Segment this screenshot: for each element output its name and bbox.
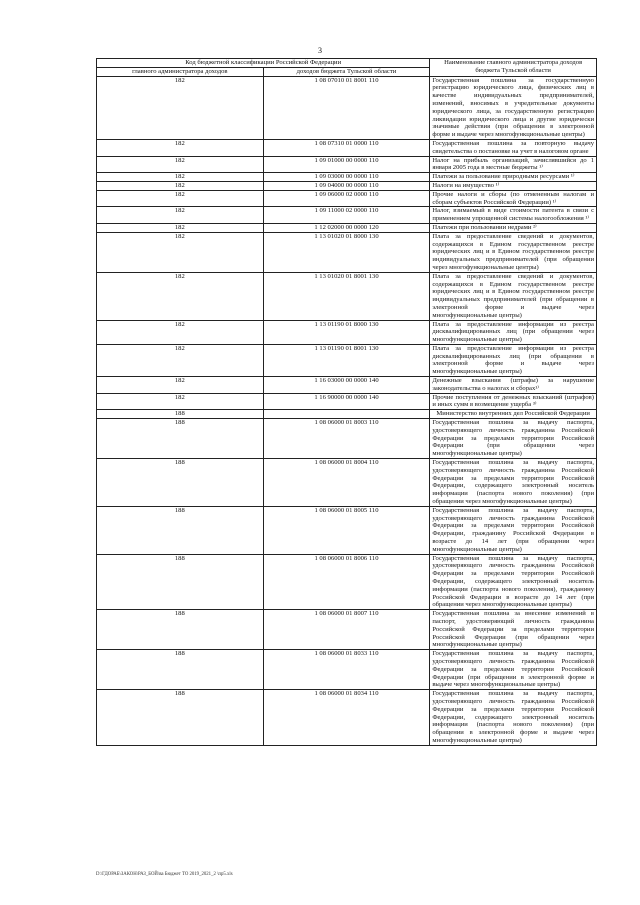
income-code-cell: 1 09 01000 00 0000 110 bbox=[263, 156, 430, 173]
admin-code-cell: 182 bbox=[97, 190, 264, 207]
income-name-cell: Платежи за пользование природными ресурсами ¹⁾ bbox=[430, 173, 597, 182]
income-code-cell: 1 08 06000 01 8033 110 bbox=[263, 650, 430, 690]
income-name-cell: Налог на прибыль организаций, зачислявшийся до 1 января 2005 года в местные бюджеты ¹⁾ bbox=[430, 156, 597, 173]
table-row bbox=[97, 554, 597, 610]
admin-code-cell: 188 bbox=[97, 410, 264, 419]
admin-code-cell: 182 bbox=[97, 344, 264, 376]
income-name-cell: Государственная пошлина за внесение изменений в паспорт, удостоверяющий личность гражданина Российской Федерации за пределами территории Российской Федерации (при обращении через многофункциональные центры) bbox=[430, 610, 597, 650]
table-row bbox=[97, 232, 597, 272]
income-name-cell: Прочие налоги и сборы (по отмененным налогам и сборам субъектов Российской Федерации) ¹⁾ bbox=[430, 190, 597, 207]
header-row-1 bbox=[97, 59, 597, 68]
income-code-cell: 1 13 01190 01 8000 130 bbox=[263, 320, 430, 344]
income-name-cell: Государственная пошлина за государственную регистрацию юридического лица, физических лиц в качестве индивидуальных предпринимателей, изменений, вносимых в учредительные документы юридического лица, за государственную регистрацию ликвидации юридического лица и другие юридически значимые действия (при обращении в электронной форме и выдаче через многофункциональные центры) bbox=[430, 76, 597, 139]
table-row bbox=[97, 377, 597, 394]
income-code-cell: 1 08 06000 01 8006 110 bbox=[263, 554, 430, 610]
income-code-cell: 1 13 01190 01 8001 130 bbox=[263, 344, 430, 376]
table-row bbox=[97, 393, 597, 410]
income-code-cell: 1 08 07010 01 8001 110 bbox=[263, 76, 430, 139]
income-name-cell: Денежные взыскания (штрафы) за нарушение законодательства о налогах и сборах¹⁾ bbox=[430, 377, 597, 394]
income-name-cell: Плата за предоставление сведений и документов, содержащихся в Едином государственном реестре юридических лиц и в Едином государственном реестре индивидуальных предпринимателей (при обращении через многофункциональные центры) bbox=[430, 232, 597, 272]
table-row bbox=[97, 459, 597, 507]
table-row bbox=[97, 173, 597, 182]
admin-code-cell: 188 bbox=[97, 554, 264, 610]
income-name-cell: Государственная пошлина за выдачу паспорта, удостоверяющего личность гражданина Российской Федерации за пределами территории Российской Федерации, содержащего электронный носитель информации (паспорта нового поколения) (при обращении через многофункциональные центры) bbox=[430, 459, 597, 507]
income-code-cell: 1 13 01020 01 8000 130 bbox=[263, 232, 430, 272]
income-name-cell: Плата за предоставление сведений и документов, содержащихся в Едином государственном реестре юридических лиц и в Едином государственном реестре индивидуальных предпринимателей (при обращении в электронной форме и выдаче через многофункциональные центры) bbox=[430, 272, 597, 320]
table-row bbox=[97, 190, 597, 207]
income-code-cell: 1 08 06000 01 8034 110 bbox=[263, 690, 430, 746]
admin-column-header: главного администратора доходов bbox=[97, 67, 264, 76]
admin-code-cell: 182 bbox=[97, 139, 264, 156]
income-name-cell: Платежи при пользовании недрами ²⁾ bbox=[430, 223, 597, 232]
income-name-cell: Налоги на имущество ¹⁾ bbox=[430, 181, 597, 190]
income-code-cell: 1 09 03000 00 0000 110 bbox=[263, 173, 430, 182]
table-row bbox=[97, 610, 597, 650]
admin-code-cell: 182 bbox=[97, 377, 264, 394]
table-row bbox=[97, 650, 597, 690]
income-code-cell: 1 09 06000 02 0000 110 bbox=[263, 190, 430, 207]
income-name-cell: Налог, взимаемый в виде стоимости патента в связи с применением упрощенной системы налогообложения ¹⁾ bbox=[430, 207, 597, 224]
income-administrators-table bbox=[96, 58, 597, 746]
admin-code-cell: 182 bbox=[97, 173, 264, 182]
file-path-footer: D:\ГДОРАБ\ЗАКОН\РАЗ_БОЙ\ва Бюджет ТО 2019_2021_2 \пр5.xls bbox=[96, 872, 233, 877]
income-code-cell: 1 13 01020 01 8001 130 bbox=[263, 272, 430, 320]
table-row bbox=[97, 76, 597, 139]
admin-code-cell: 188 bbox=[97, 506, 264, 554]
income-name-cell: Государственная пошлина за выдачу паспорта, удостоверяющего личность гражданина Российской Федерации за пределами территории Российской Федерации, содержащего электронный носитель информации (паспорта нового поколения), гражданину Российской Федерации в возрасте до 14 лет (при обращении через многофункциональные центры) bbox=[430, 554, 597, 610]
income-name-cell: Государственная пошлина за выдачу паспорта, удостоверяющего личность гражданина Российской Федерации за пределами территории Российской Федерации (при обращении через многофункциональные центры) bbox=[430, 419, 597, 459]
table-row bbox=[97, 690, 597, 746]
income-code-cell: 1 16 90000 00 0000 140 bbox=[263, 393, 430, 410]
admin-code-cell: 188 bbox=[97, 419, 264, 459]
income-name-cell: Государственная пошлина за повторную выдачу свидетельства о постановке на учет в налоговом органе bbox=[430, 139, 597, 156]
admin-code-cell: 188 bbox=[97, 610, 264, 650]
table-row bbox=[97, 181, 597, 190]
admin-code-cell: 188 bbox=[97, 690, 264, 746]
table-row bbox=[97, 419, 597, 459]
income-code-cell bbox=[263, 410, 430, 419]
table-row bbox=[97, 223, 597, 232]
admin-code-cell: 182 bbox=[97, 320, 264, 344]
income-code-cell: 1 12 02000 00 0000 120 bbox=[263, 223, 430, 232]
admin-code-cell: 182 bbox=[97, 207, 264, 224]
income-code-cell: 1 16 03000 00 0000 140 bbox=[263, 377, 430, 394]
table-row bbox=[97, 207, 597, 224]
ministry-row bbox=[97, 410, 597, 419]
income-code-cell: 1 08 06000 01 8007 110 bbox=[263, 610, 430, 650]
income-code-cell: 1 09 11000 02 0000 110 bbox=[263, 207, 430, 224]
admin-code-cell: 182 bbox=[97, 272, 264, 320]
income-name-cell: Плата за предоставление информации из реестра дисквалифицированных лиц (при обращении через многофункциональные центры) bbox=[430, 320, 597, 344]
table-row bbox=[97, 156, 597, 173]
table-row bbox=[97, 344, 597, 376]
table-row bbox=[97, 272, 597, 320]
table-row bbox=[97, 320, 597, 344]
admin-code-cell: 182 bbox=[97, 181, 264, 190]
table-row bbox=[97, 506, 597, 554]
income-column-header: доходов бюджета Тульской области bbox=[263, 67, 430, 76]
income-code-cell: 1 08 07310 01 0000 110 bbox=[263, 139, 430, 156]
admin-code-cell: 182 bbox=[97, 76, 264, 139]
income-code-cell: 1 08 06000 01 8003 110 bbox=[263, 419, 430, 459]
income-name-cell: Государственная пошлина за выдачу паспорта, удостоверяющего личность гражданина Российской Федерации за пределами территории Российской Федерации, содержащего электронный носитель информации (паспорта нового поколения) (при обращении в электронной форме и выдаче через многофункциональные центры) bbox=[430, 690, 597, 746]
income-code-cell: 1 09 04000 00 0000 110 bbox=[263, 181, 430, 190]
admin-code-cell: 188 bbox=[97, 650, 264, 690]
name-column-header: Наименование главного администратора доходов бюджета Тульской области bbox=[430, 59, 597, 77]
kbk-group-header: Код бюджетной классификации Российской Федерации bbox=[97, 59, 430, 68]
income-name-cell: Государственная пошлина за выдачу паспорта, удостоверяющего личность гражданина Российской Федерации за пределами территории Российской Федерации, гражданину Российской Федерации в возрасте до 14 лет (при обращении через многофункциональные центры) bbox=[430, 506, 597, 554]
admin-code-cell: 182 bbox=[97, 393, 264, 410]
ministry-name-cell: Министерство внутренних дел Российской Федерации bbox=[430, 410, 597, 419]
admin-code-cell: 182 bbox=[97, 156, 264, 173]
page-number: 3 bbox=[318, 46, 322, 55]
table-row bbox=[97, 139, 597, 156]
income-name-cell: Плата за предоставление информации из реестра дисквалифицированных лиц (при обращении в электронной форме и выдаче через многофункциональные центры) bbox=[430, 344, 597, 376]
income-code-cell: 1 08 06000 01 8004 110 bbox=[263, 459, 430, 507]
admin-code-cell: 182 bbox=[97, 223, 264, 232]
income-code-cell: 1 08 06000 01 8005 110 bbox=[263, 506, 430, 554]
admin-code-cell: 188 bbox=[97, 459, 264, 507]
income-name-cell: Государственная пошлина за выдачу паспорта, удостоверяющего личность гражданина Российской Федерации за пределами территории Российской Федерации (при обращении в электронной форме и выдаче через многофункциональные центры) bbox=[430, 650, 597, 690]
admin-code-cell: 182 bbox=[97, 232, 264, 272]
income-name-cell: Прочие поступления от денежных взысканий (штрафов) и иных сумм в возмещение ущерба ³⁾ bbox=[430, 393, 597, 410]
